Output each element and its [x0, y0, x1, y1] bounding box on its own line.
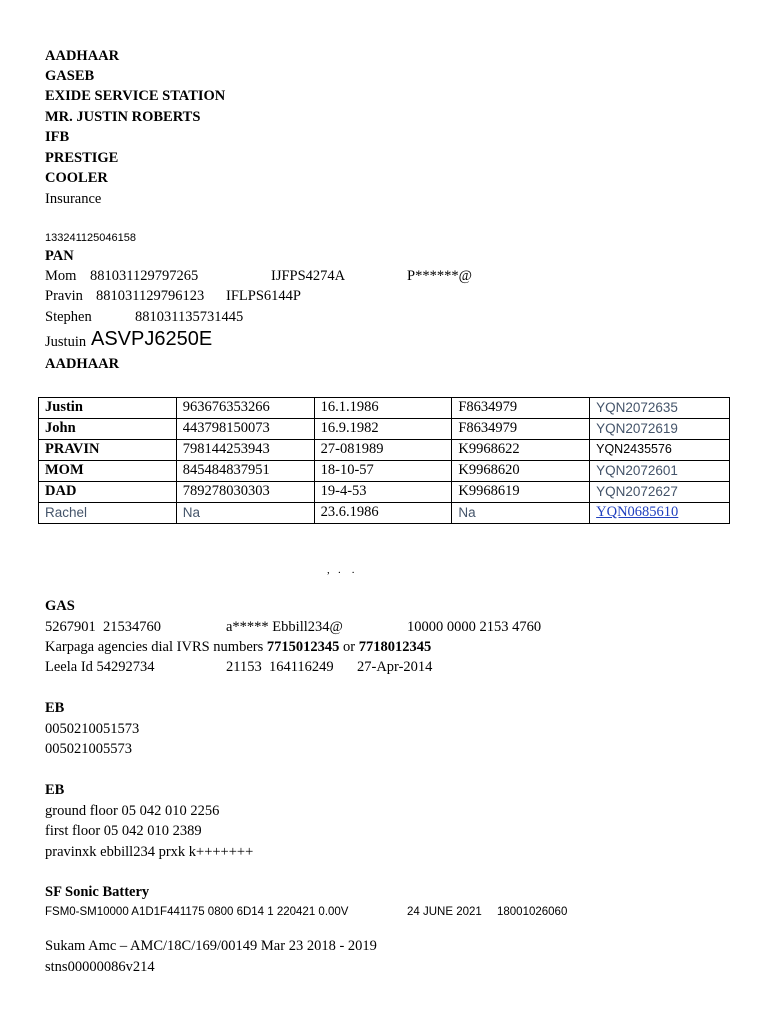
eb1-heading: EB: [45, 700, 65, 716]
eb2-credentials: pravinxk ebbill234 prxk k+++++++: [45, 844, 254, 860]
voter-id: YQN2072635: [590, 398, 730, 419]
table-row: [39, 440, 730, 461]
sf-code: FSM0-SM10000 A1D1F441175 0800 6D14 1 220421 0.00V: [45, 906, 349, 918]
person-name: John: [39, 419, 177, 440]
date-of-birth: 27-081989: [314, 440, 452, 461]
table-row: [39, 461, 730, 482]
eb1-line-1: 0050210051573: [45, 721, 140, 737]
header-prestige: PRESTIGE: [45, 150, 119, 166]
insurance-label: Insurance: [45, 191, 102, 207]
header-cooler: COOLER: [45, 170, 108, 186]
eb1-line-2: 005021005573: [45, 741, 132, 757]
person-name: Justin: [39, 398, 177, 419]
table-row: [39, 419, 730, 440]
pan-stephen-name: Stephen: [45, 309, 92, 325]
table-row: [39, 482, 730, 503]
voter-id-link[interactable]: YQN0685610: [590, 503, 730, 524]
sukam-amc: Sukam Amc – AMC/18C/169/00149 Mar 23 2018 - 2019: [45, 938, 377, 954]
pan-pravin-pan: IFLPS6144P: [226, 288, 301, 304]
aadhaar-heading: AADHAAR: [45, 356, 120, 372]
pan-mom-number: 881031129797265: [90, 268, 199, 284]
header-gaseb: GASEB: [45, 68, 95, 84]
document-code: F8634979: [452, 398, 590, 419]
gas-leela-id: Leela Id 54292734: [45, 659, 155, 675]
voter-id: YQN2072601: [590, 461, 730, 482]
aadhaar-number: 798144253943: [176, 440, 314, 461]
pan-mom-name: Mom: [45, 268, 77, 284]
eb2-heading: EB: [45, 782, 65, 798]
gas-account-number: 10000 0000 2153 4760: [407, 619, 542, 635]
document-code: Na: [452, 503, 590, 524]
gas-heading: GAS: [45, 598, 75, 614]
aadhaar-number: 963676353266: [176, 398, 314, 419]
date-of-birth: 19-4-53: [314, 482, 452, 503]
gas-consumer-numbers: 5267901 21534760: [45, 619, 161, 635]
pan-mom-password: P******@: [407, 268, 472, 284]
table-row: [39, 503, 730, 524]
pan-mom-pan: IJFPS4274A: [271, 268, 346, 284]
voter-id: YQN2072627: [590, 482, 730, 503]
gas-ivrs-or: or: [339, 639, 359, 655]
sf-heading: SF Sonic Battery: [45, 884, 150, 900]
header-ifb: IFB: [45, 129, 70, 145]
date-of-birth: 16.9.1982: [314, 419, 452, 440]
aadhaar-number: 443798150073: [176, 419, 314, 440]
gas-date: 27-Apr-2014: [357, 659, 433, 675]
sf-phone: 18001026060: [497, 906, 568, 918]
date-of-birth: 16.1.1986: [314, 398, 452, 419]
header-exide: EXIDE SERVICE STATION: [45, 88, 226, 104]
gas-ivrs-line: [45, 637, 431, 657]
person-name: MOM: [39, 461, 177, 482]
pan-pravin-number: 881031129796123: [96, 288, 205, 304]
pan-stephen-number: 881031135731445: [135, 309, 244, 325]
document-code: F8634979: [452, 419, 590, 440]
pan-pravin-name: Pravin: [45, 288, 83, 304]
person-name: DAD: [39, 482, 177, 503]
gas-login: a***** Ebbill234@: [226, 619, 343, 635]
sf-date: 24 JUNE 2021: [407, 906, 482, 918]
pan-justuin-name: Justuin: [45, 334, 87, 350]
voter-id: YQN2072619: [590, 419, 730, 440]
stray-marks: , . .: [327, 564, 355, 576]
insurance-number: 133241125046158: [45, 232, 136, 244]
person-name: PRAVIN: [39, 440, 177, 461]
pan-justuin-pan: ASVPJ6250E: [91, 328, 213, 350]
gas-ivrs-number-1: 7715012345: [266, 639, 340, 655]
document-code: K9968620: [452, 461, 590, 482]
aadhaar-number: Na: [176, 503, 314, 524]
aadhaar-table: [38, 397, 730, 524]
gas-ref-numbers: 21153 164116249: [226, 659, 334, 675]
pan-heading: PAN: [45, 248, 74, 264]
gas-ivrs-number-2: 7718012345: [358, 639, 432, 655]
table-row: [39, 398, 730, 419]
person-name: Rachel: [39, 503, 177, 524]
gas-ivrs-text: Karpaga agencies dial IVRS numbers: [45, 639, 267, 655]
header-name: MR. JUSTIN ROBERTS: [45, 109, 201, 125]
document-code: K9968622: [452, 440, 590, 461]
aadhaar-number: 789278030303: [176, 482, 314, 503]
eb2-ground-floor: ground floor 05 042 010 2256: [45, 803, 220, 819]
document-code: K9968619: [452, 482, 590, 503]
voter-id: YQN2435576: [590, 440, 730, 461]
eb2-first-floor: first floor 05 042 010 2389: [45, 823, 202, 839]
header-aadhaar: AADHAAR: [45, 48, 120, 64]
date-of-birth: 18-10-57: [314, 461, 452, 482]
aadhaar-number: 845484837951: [176, 461, 314, 482]
stns-code: stns00000086v214: [45, 959, 155, 975]
date-of-birth: 23.6.1986: [314, 503, 452, 524]
